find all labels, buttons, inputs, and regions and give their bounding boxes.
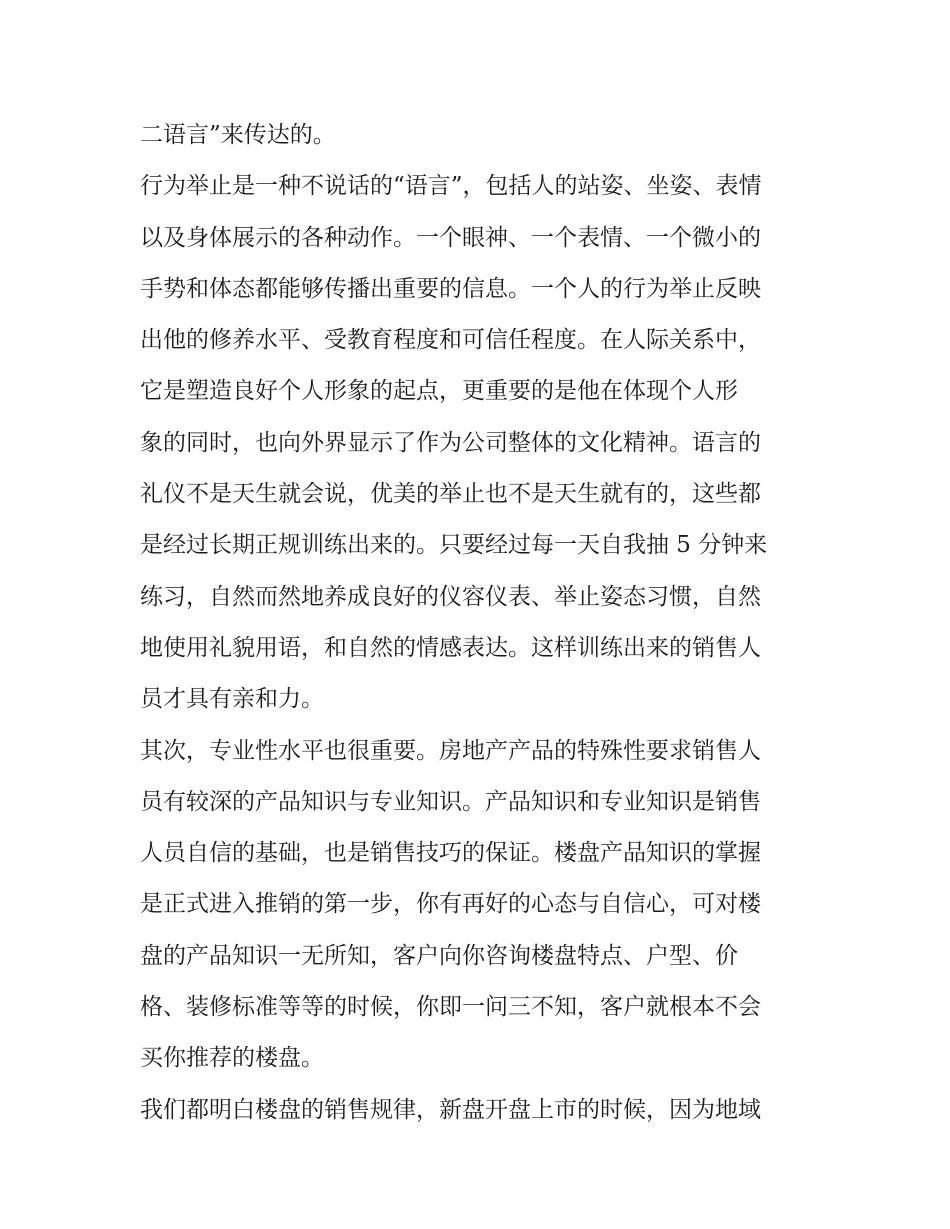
text-line: 员有较深的产品知识与专业知识。产品知识和专业知识是销售 <box>140 788 761 815</box>
text-line: 出他的修养水平、受教育程度和可信任程度。在人际关系中， <box>140 327 761 354</box>
text-line: 格、装修标准等等的时候，你即一问三不知，客户就根本不会 <box>140 994 761 1021</box>
text-line: 象的同时，也向外界显示了作为公司整体的文化精神。语言的 <box>140 429 761 456</box>
text-line: 礼仪不是天生就会说，优美的举止也不是天生就有的，这些都 <box>140 481 761 508</box>
text-line: 手势和体态都能够传播出重要的信息。一个人的行为举止反映 <box>140 275 761 302</box>
text-line: 买你推荐的楼盘。 <box>140 1045 324 1072</box>
text-line: 地使用礼貌用语，和自然的情感表达。这样训练出来的销售人 <box>140 634 761 661</box>
text-line: 其次，专业性水平也很重要。房地产产品的特殊性要求销售人 <box>140 737 761 764</box>
body-text <box>140 110 812 1136</box>
text-line: 二语言”来传达的。 <box>140 122 336 148</box>
text-line: 它是塑造良好个人形象的起点，更重要的是他在体现个人形 <box>140 378 738 405</box>
text-line: 练习，自然而然地养成良好的仪容仪表、举止姿态习惯，自然 <box>140 583 761 610</box>
text-line: 我们都明白楼盘的销售规律，新盘开盘上市的时候，因为地域 <box>140 1096 761 1123</box>
text-line: 人员自信的基础，也是销售技巧的保证。楼盘产品知识的掌握 <box>140 840 761 867</box>
text-line: 盘的产品知识一无所知，客户向你咨询楼盘特点、户型、价 <box>140 942 738 969</box>
text-line: 是经过长期正规训练出来的。只要经过每一天自我抽 5 分钟来 <box>140 532 768 559</box>
text-line: 以及身体展示的各种动作。一个眼神、一个表情、一个微小的 <box>140 224 761 251</box>
text-line: 是正式进入推销的第一步，你有再好的心态与自信心，可对楼 <box>140 891 761 918</box>
text-line: 行为举止是一种不说话的“语言”，包括人的站姿、坐姿、表情 <box>140 173 762 200</box>
text-line: 员才具有亲和力。 <box>140 686 324 713</box>
